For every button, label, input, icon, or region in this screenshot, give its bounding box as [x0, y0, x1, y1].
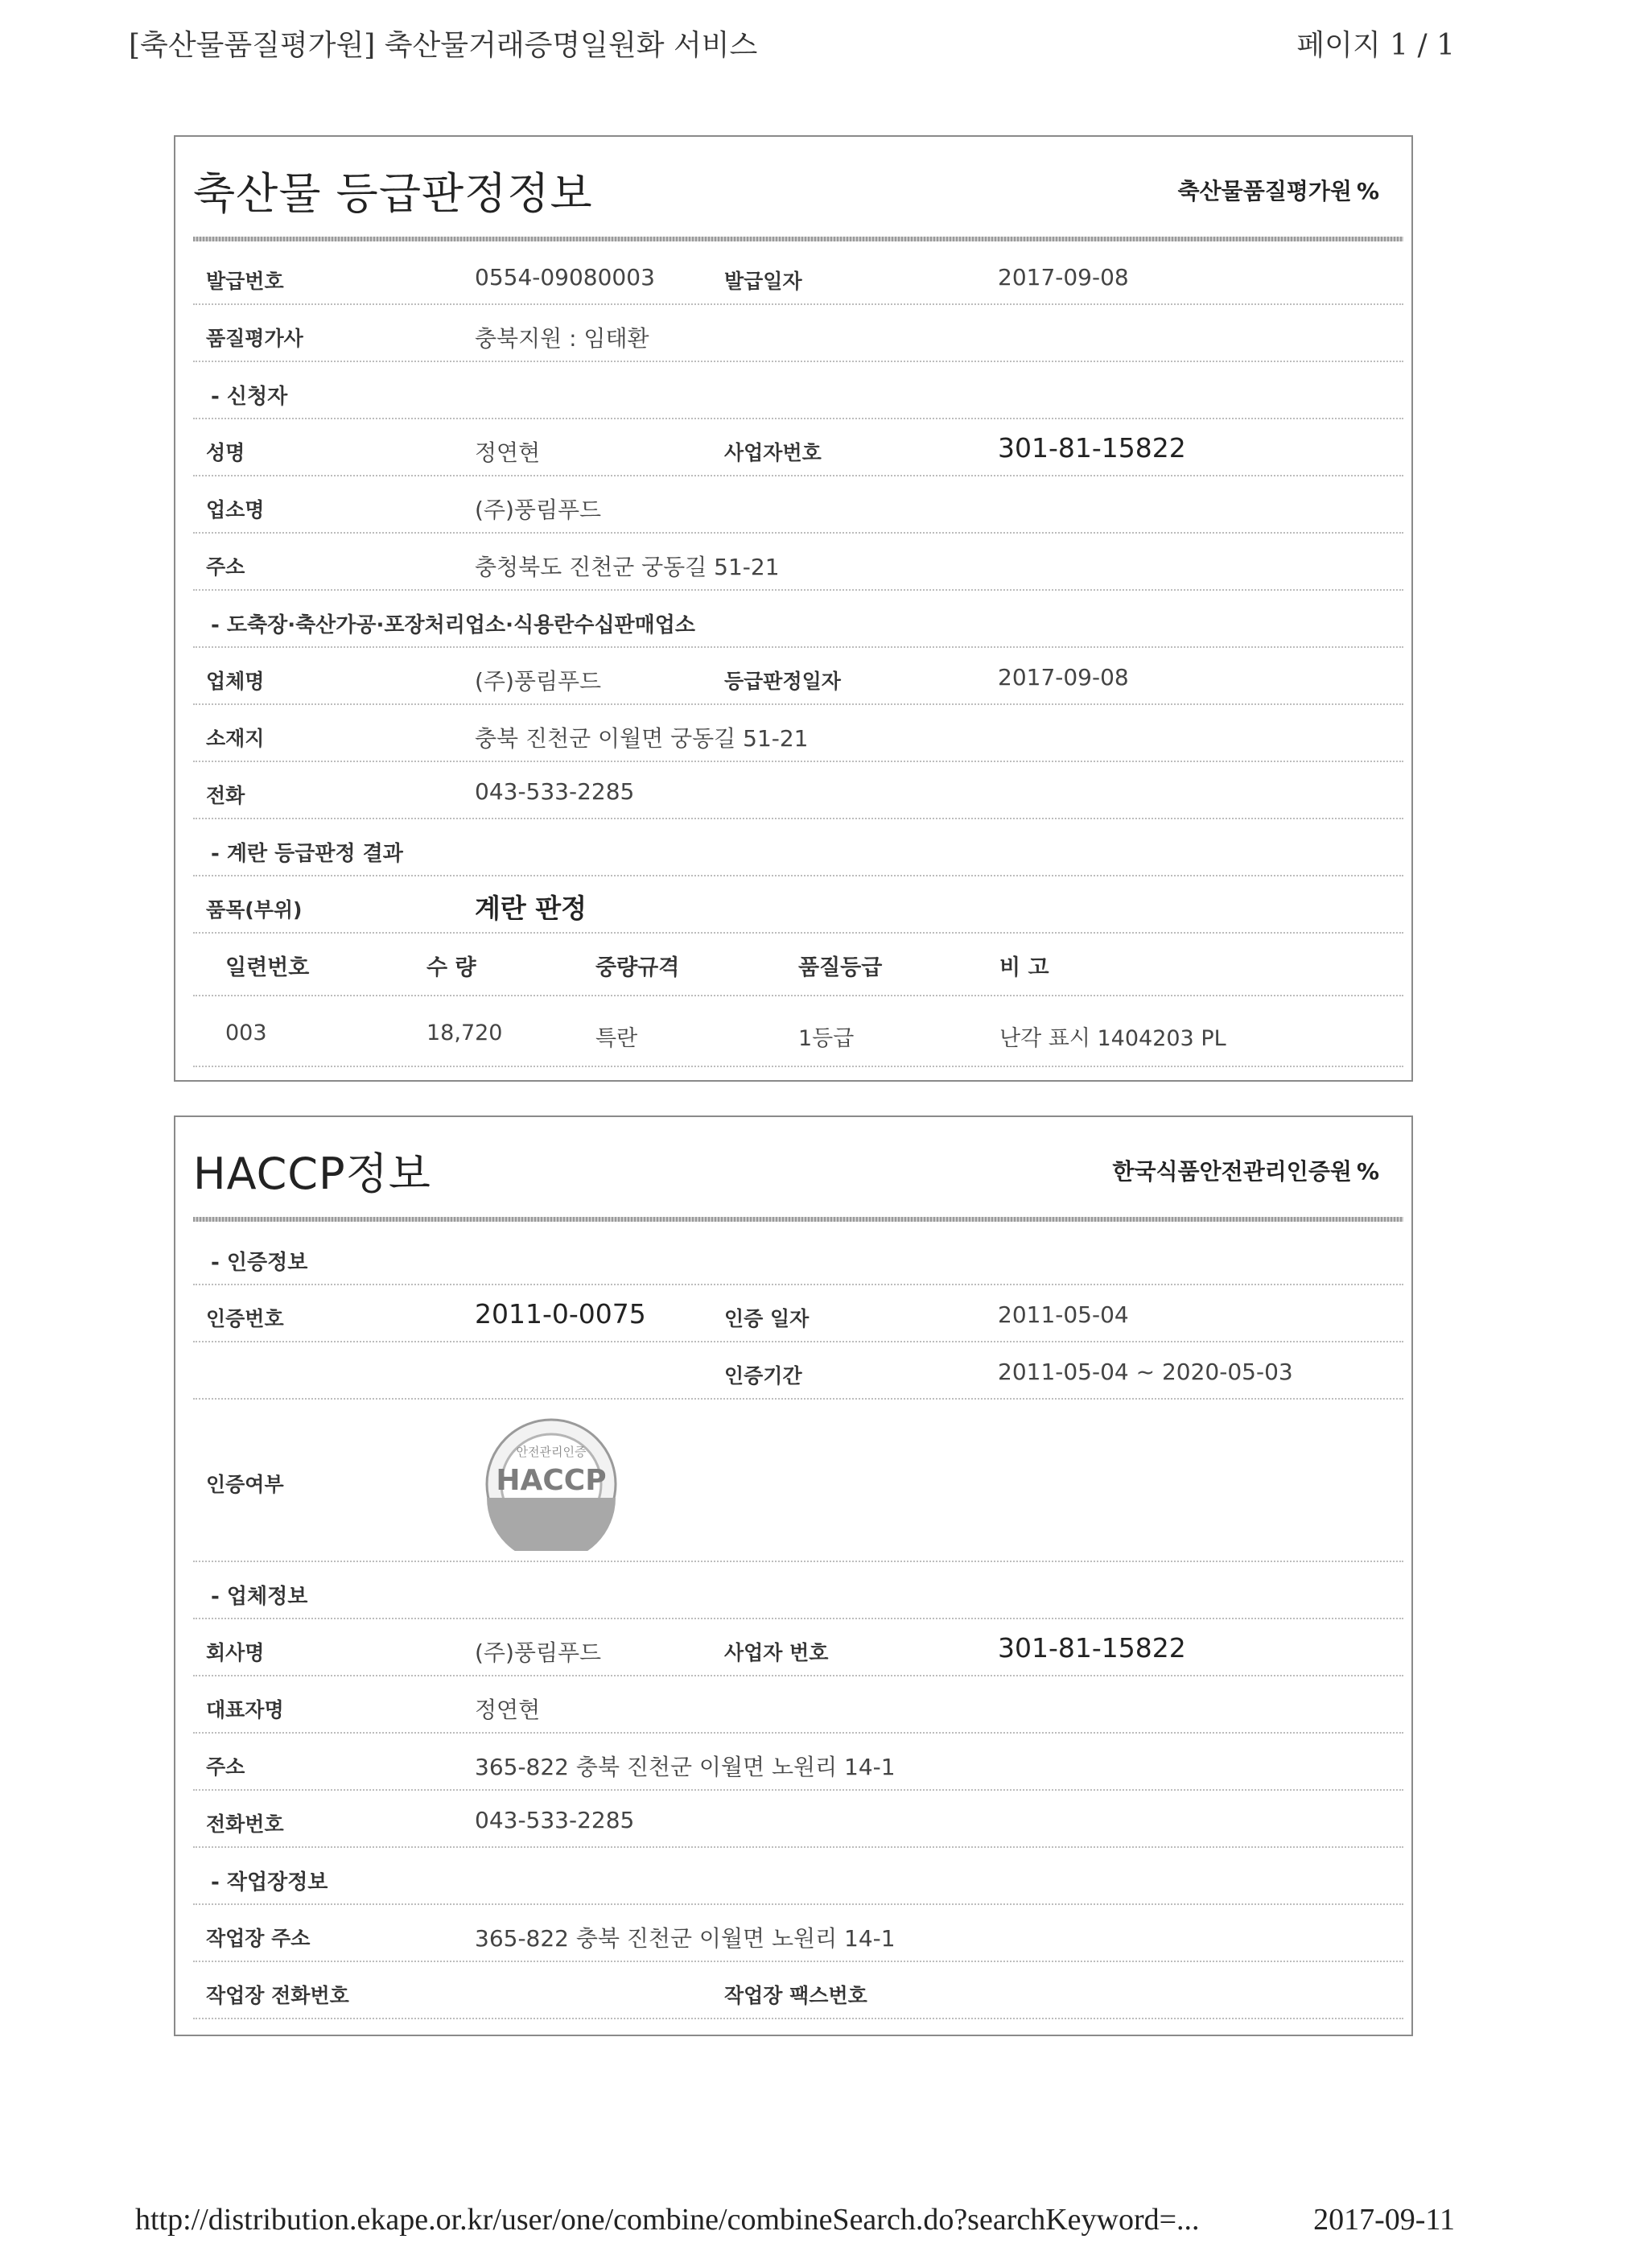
field-label: 품목(부위) [206, 898, 303, 922]
ceo-name: 정연현 [475, 1697, 541, 1723]
company-row [193, 1619, 1403, 1676]
facility-row [193, 648, 1403, 705]
field-label: 사업자번호 [724, 441, 822, 464]
phone: 043-533-2285 [475, 778, 635, 805]
grade-info-panel [174, 135, 1413, 1082]
company-row [193, 476, 1403, 534]
seal-top-text: 안전관리인증 [516, 1445, 587, 1459]
item-row [193, 876, 1403, 934]
section-label: - 업체정보 [211, 1585, 308, 1609]
seal-main-text: HACCP [496, 1464, 607, 1497]
panel-title: 축산물 등급판정정보 [193, 168, 593, 219]
field-label: 등급판정일자 [724, 670, 841, 693]
field-label: 발급일자 [724, 270, 802, 293]
field-label: 업소명 [206, 498, 265, 522]
issuer-name: 한국식품안전관리인증원 [1112, 1158, 1352, 1185]
section-label: - 신청자 [211, 385, 288, 409]
field-label: 작업장 주소 [206, 1927, 311, 1950]
field-label: 작업장 팩스번호 [724, 1984, 867, 2007]
grade-date: 2017-09-08 [998, 664, 1129, 691]
location-row [193, 705, 1403, 762]
cert-number: 2011-0-0075 [475, 1298, 646, 1330]
panel-title: HACCP정보 [193, 1148, 431, 1199]
field-label: 사업자 번호 [724, 1641, 829, 1664]
issue-date: 2017-09-08 [998, 264, 1129, 291]
panel-header [175, 1117, 1411, 1223]
field-label: 인증 일자 [724, 1307, 810, 1330]
field-label: 인증번호 [206, 1307, 284, 1330]
service-title: [축산물품질평가원] 축산물거래증명일원화 서비스 [129, 29, 758, 62]
haccp-info-rows [175, 1223, 1411, 2032]
address-row [193, 534, 1403, 591]
workplace-address: 365-822 충북 진천군 이월면 노원리 14-1 [475, 1925, 896, 1952]
applicant-name-row [193, 419, 1403, 476]
issue-row [193, 248, 1403, 305]
section-label: - 도축장·축산가공·포장처리업소·식용란수십판매업소 [211, 613, 696, 637]
workplace-contact-row [193, 1962, 1403, 2019]
cert-status-row [193, 1400, 1403, 1562]
field-label: 회사명 [206, 1641, 265, 1664]
applicant-name: 정연현 [475, 439, 541, 466]
source-url: http://distribution.ekape.or.kr/user/one/combine/combineSearch.do?searchKeyword=... [135, 2203, 1200, 2237]
print-footer [135, 2202, 1455, 2250]
haccp-info-panel [174, 1115, 1413, 2036]
print-date: 2017-09-11 [1313, 2203, 1455, 2237]
issuer-name: 축산물품질평가원 [1177, 178, 1352, 204]
quantity: 18,720 [426, 1021, 503, 1045]
section-heading [193, 1228, 1403, 1285]
section-label: - 계란 등급판정 결과 [211, 842, 403, 866]
issue-number: 0554-09080003 [475, 264, 655, 291]
field-label: 전화 [206, 784, 245, 807]
header-divider [193, 237, 1403, 241]
section-heading [193, 1562, 1403, 1619]
item-value: 계란 판정 [475, 893, 587, 924]
company-name: (주)풍림푸드 [475, 497, 602, 523]
phone-row [193, 762, 1403, 819]
evaluator: 충북지원 : 임태환 [475, 325, 649, 352]
field-label: 소재지 [206, 727, 265, 750]
result-table-header [193, 934, 1403, 996]
address: 충청북도 진천군 궁동길 51-21 [475, 554, 780, 580]
panel-header [175, 137, 1411, 243]
field-label: 전화번호 [206, 1812, 284, 1836]
section-heading [193, 819, 1403, 876]
field-label: 인증기간 [724, 1364, 802, 1388]
section-label: - 작업장정보 [211, 1870, 328, 1895]
field-label: 성명 [206, 441, 245, 464]
company-name: (주)풍림푸드 [475, 1639, 602, 1666]
header-divider [193, 1217, 1403, 1222]
address: 365-822 충북 진천군 이월면 노원리 14-1 [475, 1754, 896, 1780]
column-header: 비 고 [999, 955, 1049, 980]
section-heading [193, 591, 1403, 648]
link-icon: % [1356, 1158, 1379, 1185]
phone-row [193, 1791, 1403, 1848]
issuer-link[interactable] [1178, 174, 1379, 206]
address-row [193, 1734, 1403, 1791]
print-header [129, 18, 1455, 66]
field-label: 품질평가사 [206, 327, 303, 350]
section-heading [193, 1848, 1403, 1905]
column-header: 중량규격 [595, 955, 680, 980]
location: 충북 진천군 이월면 궁동길 51-21 [475, 725, 809, 752]
column-header: 일련번호 [225, 955, 310, 980]
section-heading [193, 362, 1403, 419]
cert-date: 2011-05-04 [998, 1301, 1129, 1328]
link-icon: % [1356, 178, 1379, 204]
ceo-row [193, 1676, 1403, 1734]
weight-class: 특란 [595, 1026, 638, 1051]
grade-info-rows [175, 243, 1411, 1080]
column-header: 수 량 [426, 955, 476, 980]
remarks: 난각 표시 1404203 PL [999, 1026, 1226, 1051]
field-label: 작업장 전화번호 [206, 1984, 349, 2007]
business-number: 301-81-15822 [998, 432, 1186, 464]
field-label: 인증여부 [206, 1473, 284, 1496]
business-number: 301-81-15822 [998, 1632, 1186, 1664]
workplace-address-row [193, 1905, 1403, 1962]
field-label: 주소 [206, 1755, 245, 1779]
page-number: 페이지 1 / 1 [1296, 29, 1455, 62]
field-label: 발급번호 [206, 270, 284, 293]
field-label: 업체명 [206, 670, 265, 693]
cert-number-row [193, 1285, 1403, 1342]
field-label: 주소 [206, 555, 245, 579]
cert-period: 2011-05-04 ~ 2020-05-03 [998, 1359, 1293, 1385]
cert-period-row [193, 1342, 1403, 1400]
table-row [193, 996, 1403, 1067]
phone: 043-533-2285 [475, 1807, 635, 1833]
section-label: - 인증정보 [211, 1251, 308, 1275]
issuer-link[interactable] [1112, 1154, 1379, 1186]
serial-number: 003 [225, 1021, 267, 1045]
field-label: 대표자명 [206, 1698, 284, 1722]
facility-name: (주)풍림푸드 [475, 668, 602, 695]
column-header: 품질등급 [798, 955, 883, 980]
haccp-seal-icon [484, 1417, 618, 1551]
evaluator-row [193, 305, 1403, 362]
quality-grade: 1등급 [798, 1026, 855, 1051]
